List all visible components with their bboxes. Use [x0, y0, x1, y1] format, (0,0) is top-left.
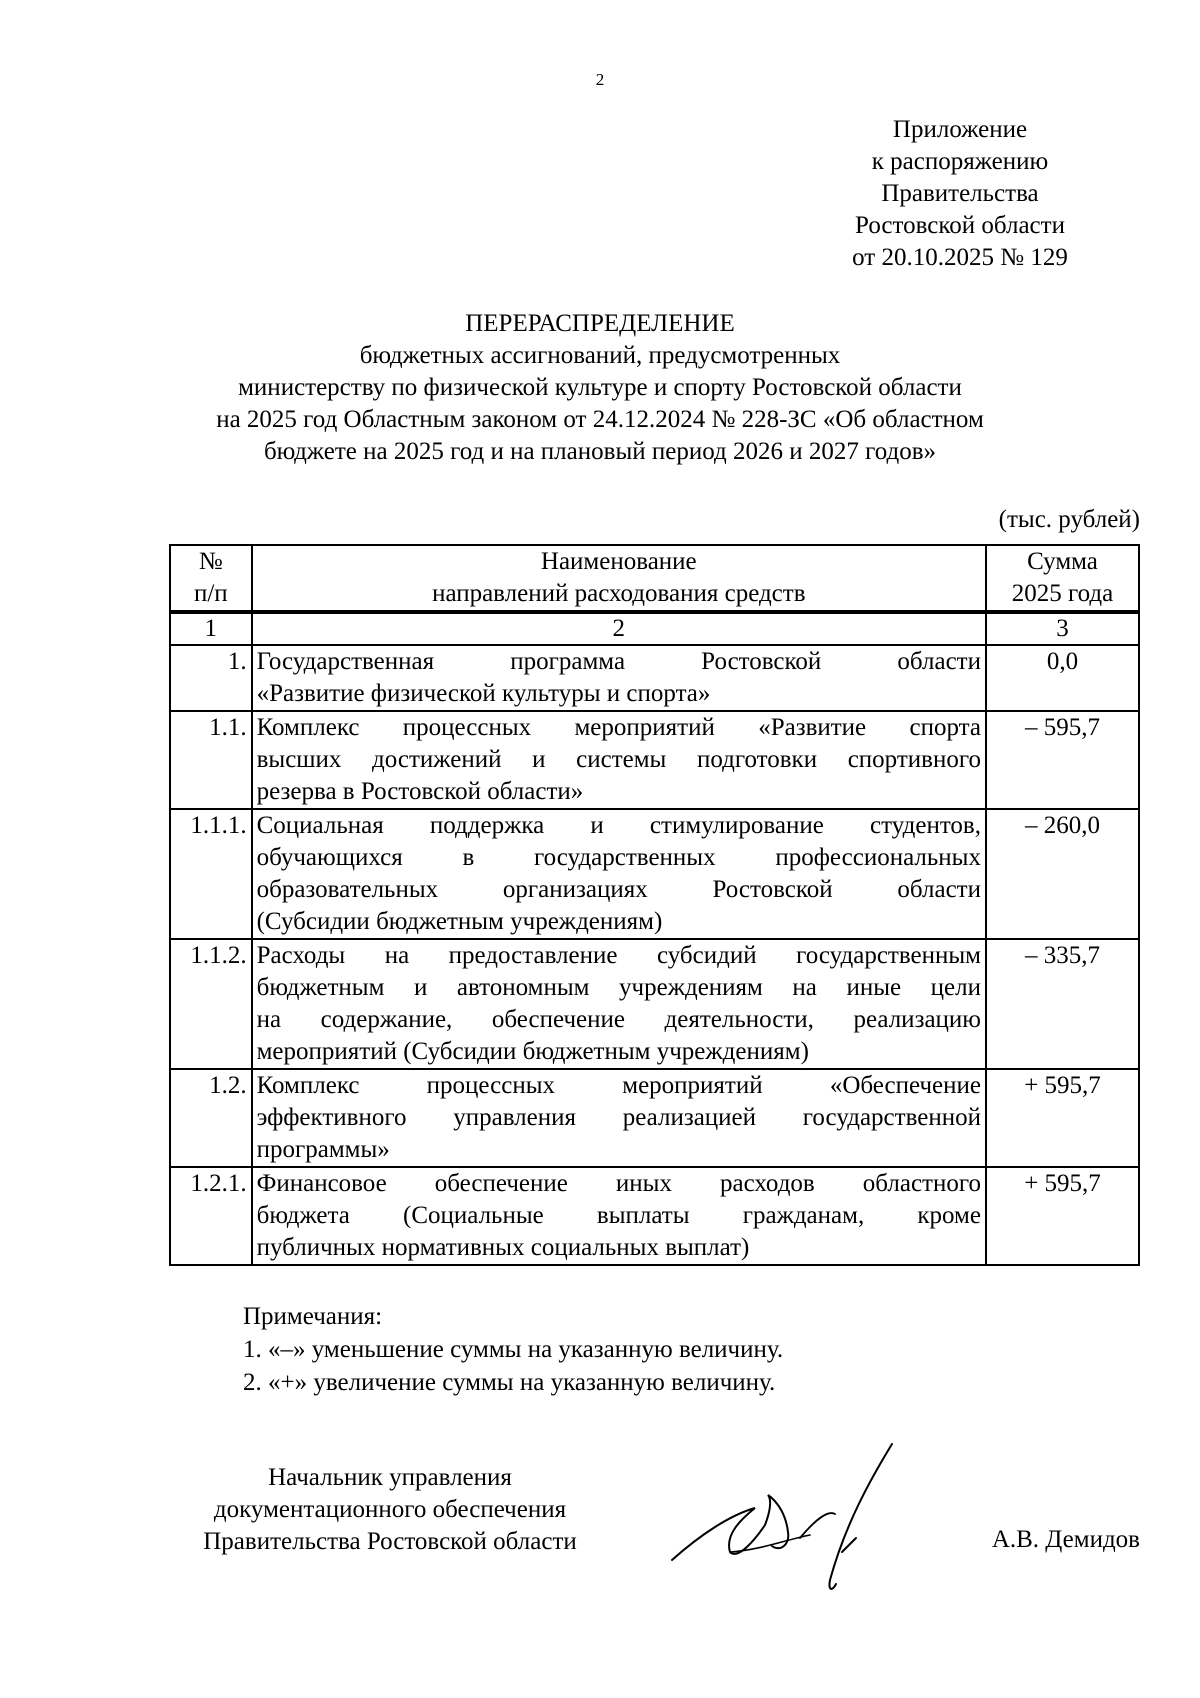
- row-number: 1.1.2.: [170, 939, 252, 1069]
- table-row: [170, 645, 1139, 711]
- row-name-line: Финансовое обеспечение иных расходов областного: [256, 1170, 981, 1197]
- header-num: [170, 545, 252, 612]
- notes-title: Примечания:: [243, 1303, 383, 1330]
- row-number: 1.: [170, 645, 252, 711]
- row-sum: + 595,7: [986, 1069, 1139, 1167]
- note-item: 2. «+» увеличение суммы на указанную величину.: [243, 1369, 776, 1396]
- column-number: 3: [986, 612, 1139, 645]
- row-number: 1.1.1.: [170, 809, 252, 939]
- header-name: [252, 545, 986, 612]
- column-number: 2: [252, 612, 986, 645]
- row-sum: 0,0: [986, 645, 1139, 711]
- header-sum: [986, 545, 1139, 612]
- table-row: [170, 809, 1139, 939]
- row-sum: – 595,7: [986, 711, 1139, 809]
- signer-position: [170, 1462, 610, 1558]
- row-number: 1.2.1.: [170, 1167, 252, 1265]
- header-line: №: [198, 548, 223, 575]
- table-row: [170, 1069, 1139, 1167]
- row-name: [252, 1069, 986, 1167]
- row-sum: + 595,7: [986, 1167, 1139, 1265]
- row-name-line: бюджета (Социальные выплаты гражданам, кроме: [256, 1202, 981, 1229]
- unit-label: (тыс. рублей): [998, 506, 1140, 533]
- header-line: направлений расходования средств: [432, 580, 806, 607]
- row-sum: – 260,0: [986, 809, 1139, 939]
- column-number-row: [170, 612, 1139, 645]
- notes-block: [243, 1300, 1043, 1399]
- row-name-line: эффективного управления реализацией государственной: [256, 1104, 981, 1131]
- annex-line: Ростовской области: [855, 212, 1065, 239]
- row-name: [252, 939, 986, 1069]
- heading-line: министерству по физической культуре и спорту Ростовской области: [238, 374, 962, 401]
- heading-line: бюджете на 2025 год и на плановый период 2026 и 2027 годов»: [263, 438, 937, 465]
- row-name: [252, 711, 986, 809]
- row-name-line: программы»: [256, 1136, 390, 1163]
- row-name-line: «Развитие физической культуры и спорта»: [256, 680, 711, 707]
- row-number: 1.1.: [170, 711, 252, 809]
- row-name-line: резерва в Ростовской области»: [256, 778, 584, 805]
- row-name-line: высших достижений и системы подготовки спортивного: [256, 746, 981, 773]
- page-number: 2: [595, 70, 605, 89]
- signer-position-line: Начальник управления: [268, 1464, 512, 1491]
- signer-name: А.В. Демидов: [991, 1526, 1140, 1553]
- signer-position-line: Правительства Ростовской области: [203, 1528, 577, 1555]
- note-item: 1. «–» уменьшение суммы на указанную величину.: [243, 1336, 784, 1363]
- annex-line: Правительства: [881, 180, 1039, 207]
- annex-line: от 20.10.2025 № 129: [852, 244, 1068, 271]
- row-name-line: мероприятий (Субсидии бюджетным учреждениям): [256, 1038, 809, 1065]
- row-sum: – 335,7: [986, 939, 1139, 1069]
- annex-line: к распоряжению: [871, 148, 1049, 175]
- header-line: 2025 года: [1011, 580, 1114, 607]
- table-row: [170, 711, 1139, 809]
- row-name-line: бюджетным и автономным учреждениям на иные цели: [256, 974, 981, 1001]
- heading-line: на 2025 год Областным законом от 24.12.2024 № 228-ЗС «Об областном: [216, 406, 984, 433]
- row-name-line: Комплекс процессных мероприятий «Развитие спорта: [256, 714, 981, 741]
- header-line: Наименование: [540, 548, 697, 575]
- annex-line: Приложение: [892, 116, 1028, 143]
- row-name-line: на содержание, обеспечение деятельности, реализацию: [256, 1006, 981, 1033]
- row-name-line: Социальная поддержка и стимулирование студентов,: [256, 812, 981, 839]
- handwritten-signature: [660, 1440, 930, 1600]
- row-number: 1.2.: [170, 1069, 252, 1167]
- row-name-line: Государственная программа Ростовской области: [256, 648, 981, 675]
- row-name-line: публичных нормативных социальных выплат): [256, 1234, 750, 1261]
- document-title: ПЕРЕРАСПРЕДЕЛЕНИЕ: [465, 310, 735, 337]
- column-number: 1: [170, 612, 252, 645]
- row-name: [252, 645, 986, 711]
- document-heading: [130, 308, 1070, 468]
- table-header-row: [170, 545, 1139, 612]
- row-name-line: (Субсидии бюджетным учреждениям): [256, 908, 663, 935]
- signer-position-line: документационного обеспечения: [213, 1496, 567, 1523]
- row-name: [252, 1167, 986, 1265]
- heading-line: бюджетных ассигнований, предусмотренных: [359, 342, 841, 369]
- table-row: [170, 1167, 1139, 1265]
- annex-block: [810, 114, 1110, 274]
- table-row: [170, 939, 1139, 1069]
- row-name: [252, 809, 986, 939]
- budget-table: [169, 544, 1140, 1266]
- row-name-line: обучающихся в государственных профессиональных: [256, 844, 981, 871]
- row-name-line: образовательных организациях Ростовской области: [256, 876, 981, 903]
- header-line: п/п: [193, 580, 228, 607]
- header-line: Сумма: [1027, 548, 1098, 575]
- row-name-line: Расходы на предоставление субсидий государственным: [256, 942, 981, 969]
- row-name-line: Комплекс процессных мероприятий «Обеспечение: [256, 1072, 981, 1099]
